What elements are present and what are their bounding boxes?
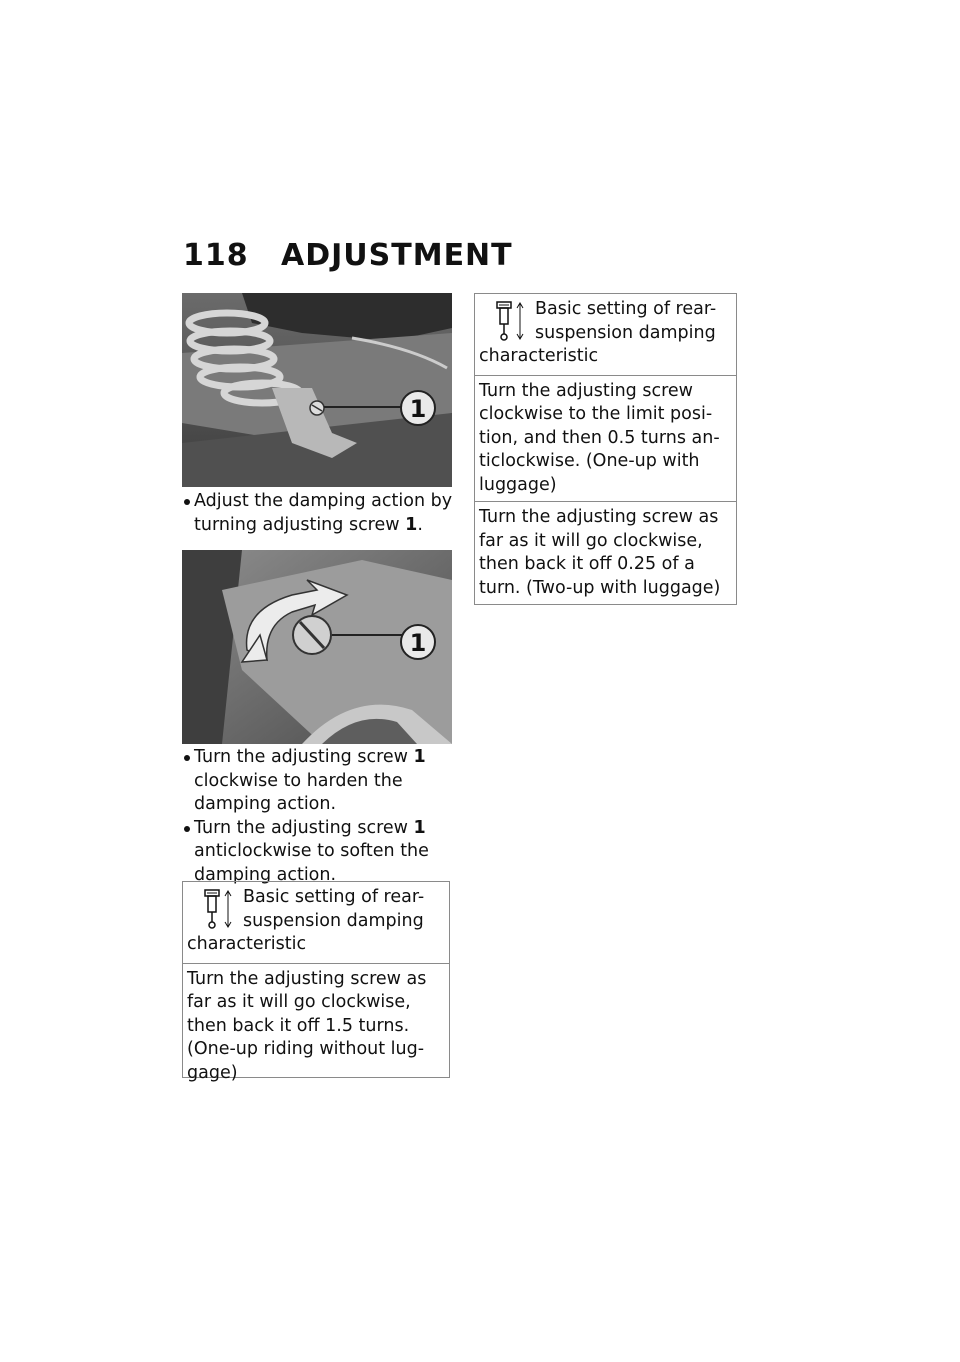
- adjusting-screw-photo: [182, 550, 452, 744]
- callout-1: 1: [409, 395, 427, 423]
- shock-absorber-icon: [493, 300, 527, 344]
- shock-absorber-photo: [182, 293, 452, 487]
- spec-header: [183, 882, 449, 964]
- instruction-item: Turn the adjusting screw 1 anticlockwise to soften the damping action.: [183, 817, 458, 888]
- instruction-item: Turn the adjusting screw 1 clockwise to harden the damping action.: [183, 746, 458, 817]
- spec-row: Turn the adjusting screw clockwise to the limit posi-tion, and then 0.5 turns an-ticlockwise. (One-up with luggage): [479, 380, 720, 495]
- spec-row: Turn the adjusting screw as far as it will go clockwise, then back it off 0.25 of a turn. (Two-up with luggage): [475, 501, 736, 604]
- spec-row: Turn the adjusting screw as far as it will go clockwise, then back it off 1.5 turns. (One-up riding without lug-gage): [187, 968, 427, 1083]
- instruction-item: Adjust the damping action by turning adjusting screw 1.: [183, 490, 458, 537]
- spec-title: Basic setting of rear-suspension damping characteristic: [187, 887, 425, 954]
- page-number: 118: [183, 238, 249, 273]
- spec-box-right: [474, 293, 737, 605]
- spec-box-left: [182, 881, 450, 1083]
- instructions-list-2: [183, 746, 458, 887]
- page-header: [183, 238, 513, 273]
- shock-absorber-icon: [201, 888, 235, 932]
- spec-title: Basic setting of rear-suspension damping characteristic: [479, 299, 717, 366]
- spec-header: [475, 294, 736, 376]
- callout-1: 1: [409, 629, 427, 657]
- instructions-list-1: [183, 490, 458, 537]
- section-title: ADJUSTMENT: [281, 238, 513, 273]
